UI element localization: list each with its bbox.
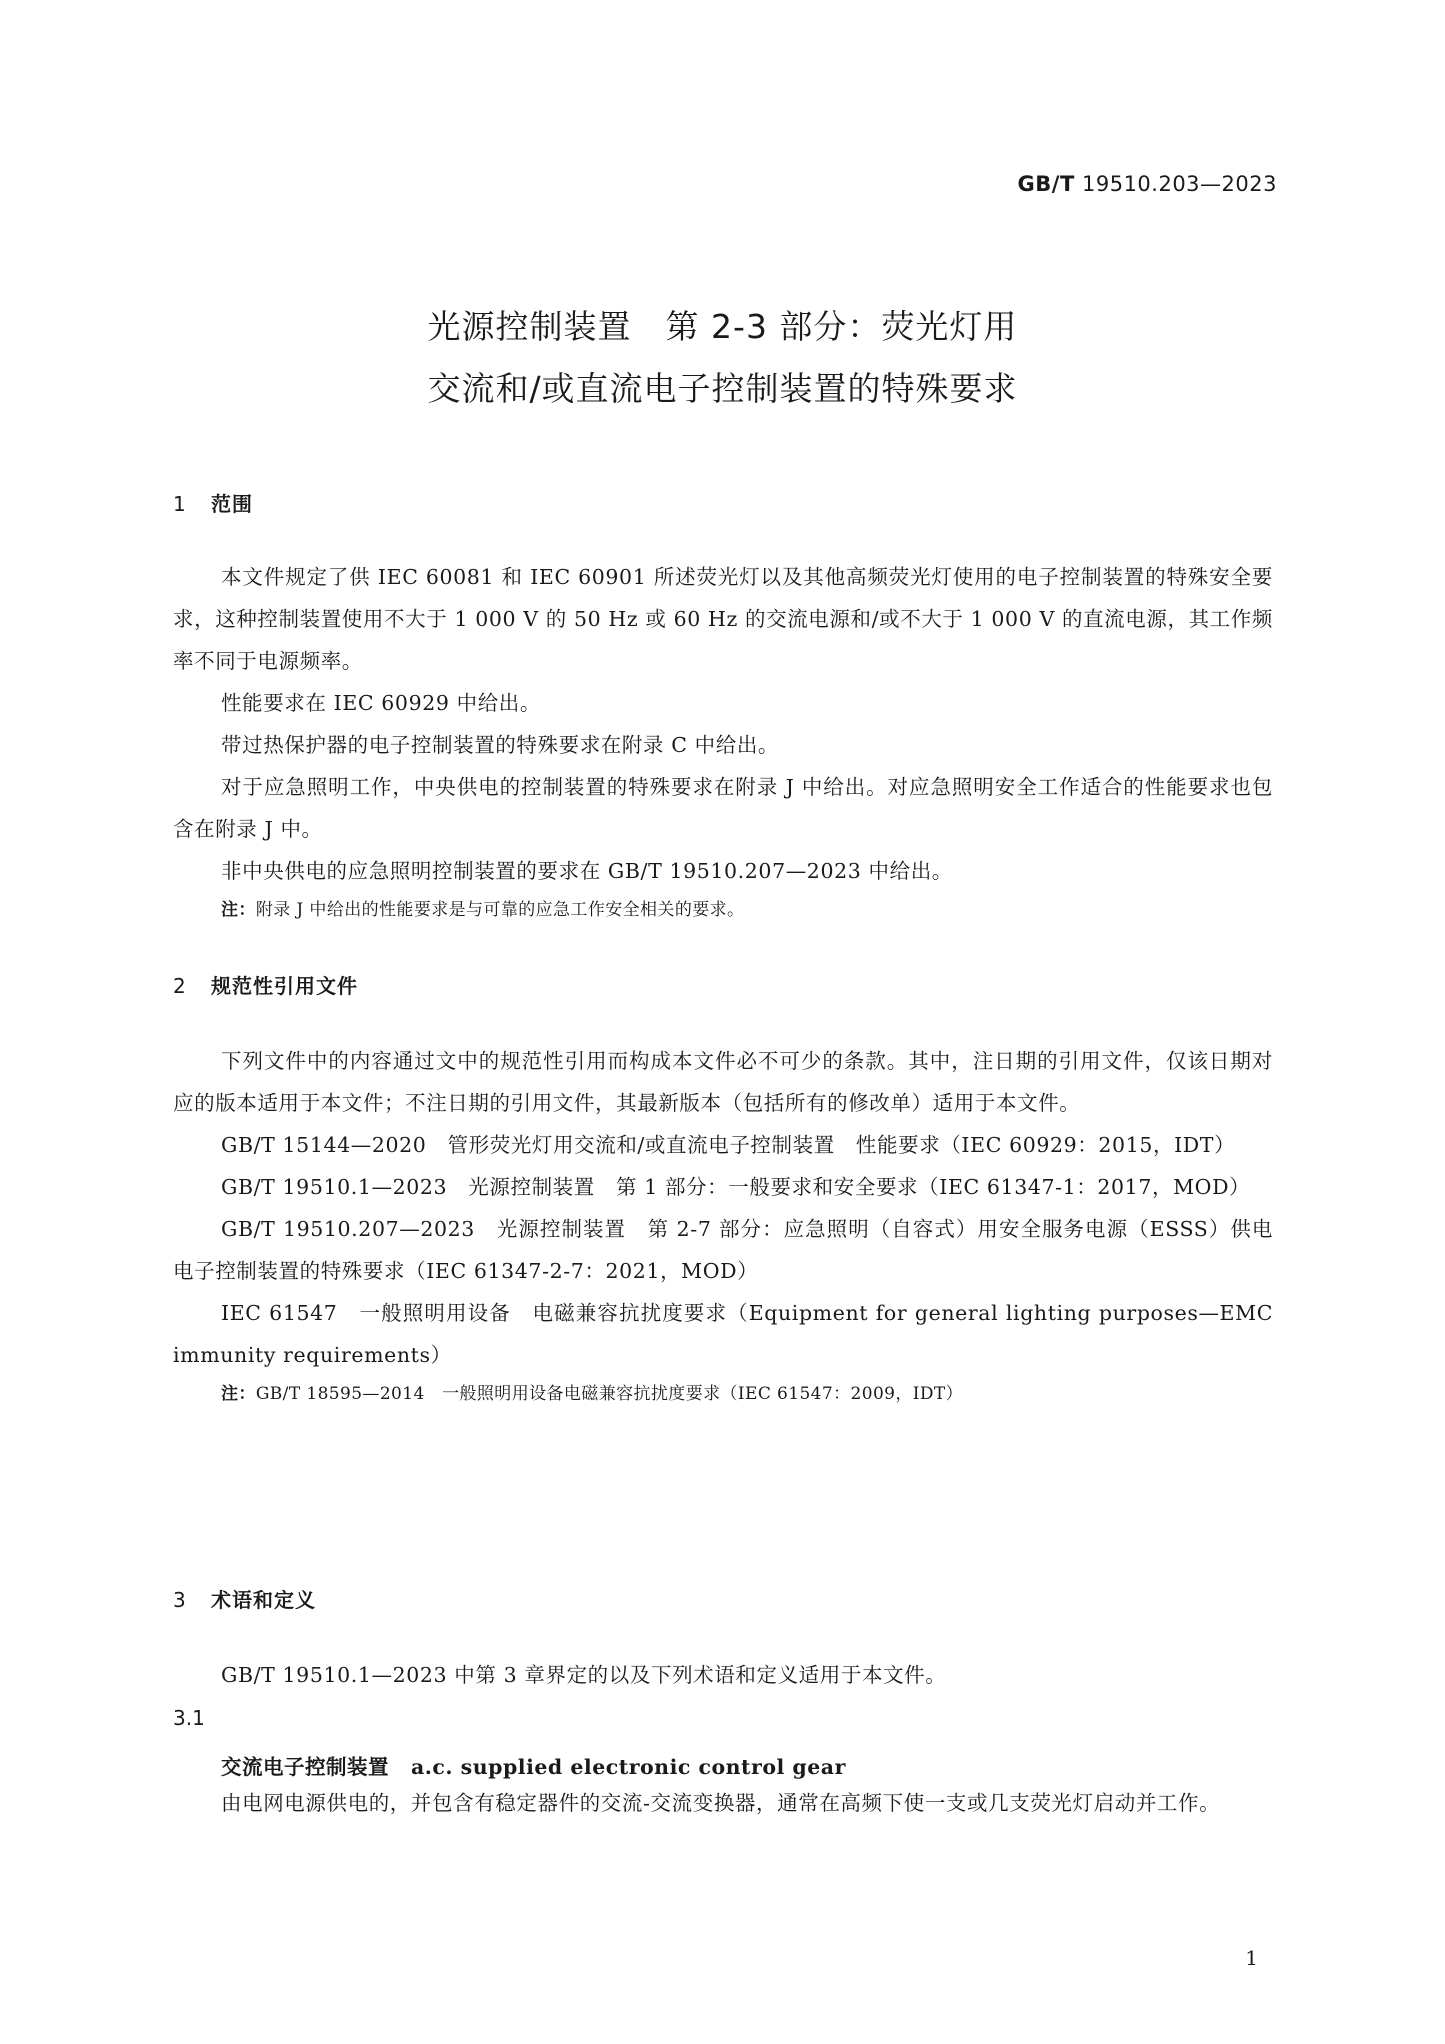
term-english: a.c. supplied electronic control gear	[411, 1755, 846, 1779]
title-line-1: 光源控制装置 第 2-3 部分：荧光灯用	[427, 307, 1018, 346]
paragraph: GB/T 19510.1—2023 中第 3 章界定的以及下列术语和定义适用于本文件。	[221, 1663, 947, 1687]
section-2-title: 规范性引用文件	[211, 974, 358, 998]
term-definition: 由电网电源供电的，并包含有稳定器件的交流-交流变换器，通常在高频下使一支或几支荧光灯启动并工作。	[221, 1791, 1221, 1815]
section-1-title: 范围	[211, 492, 253, 516]
note-label: 注：	[221, 1384, 256, 1404]
section-1-body	[173, 556, 1273, 928]
section-2-body	[173, 1040, 1273, 1412]
section-3-title: 术语和定义	[211, 1588, 316, 1612]
section-3-number: 3	[173, 1588, 187, 1612]
section-3-intro-block	[173, 1654, 1273, 1696]
term-chinese: 交流电子控制装置	[221, 1755, 389, 1779]
document-title	[0, 296, 1445, 420]
note-label: 注：	[221, 900, 256, 920]
paragraph: 下列文件中的内容通过文中的规范性引用而构成本文件必不可少的条款。其中，注日期的引用文件，仅该日期对应的版本适用于本文件；不注日期的引用文件，其最新版本（包括所有的修改单）适用于本文件。	[173, 1049, 1273, 1115]
section-1-heading	[173, 488, 253, 517]
section-1-number: 1	[173, 492, 187, 516]
paragraph: 带过热保护器的电子控制装置的特殊要求在附录 C 中给出。	[221, 733, 780, 757]
term-definition-block	[173, 1782, 1273, 1824]
section-2-number: 2	[173, 974, 187, 998]
paragraph: 本文件规定了供 IEC 60081 和 IEC 60901 所述荧光灯以及其他高频荧光灯使用的电子控制装置的特殊安全要求，这种控制装置使用不大于 1 000 V 的 50 Hz 或 60 Hz 的交流电源和/或不大于 1 000 V 的直流电源，其工作频率不同于电源频率。	[173, 565, 1273, 673]
note-text: GB/T 18595—2014 一般照明用设备电磁兼容抗扰度要求（IEC 61547：2009，IDT）	[255, 1384, 964, 1404]
note	[173, 892, 1273, 928]
paragraph: 性能要求在 IEC 60929 中给出。	[221, 691, 542, 715]
term-entry	[221, 1750, 846, 1780]
section-3-heading	[173, 1584, 316, 1613]
subclause-number: 3.1	[173, 1706, 205, 1730]
std-number: 19510.203—2023	[1081, 172, 1277, 196]
note-text: 附录 J 中给出的性能要求是与可靠的应急工作安全相关的要求。	[255, 900, 745, 920]
reference-item: IEC 61547 一般照明用设备 电磁兼容抗扰度要求（Equipment for general lighting purposes—EMC immunity requirements）	[173, 1301, 1273, 1367]
std-prefix: GB/T	[1017, 172, 1075, 196]
reference-item: GB/T 15144—2020 管形荧光灯用交流和/或直流电子控制装置 性能要求（IEC 60929：2015，IDT）	[221, 1133, 1236, 1157]
reference-item: GB/T 19510.207—2023 光源控制装置 第 2-7 部分：应急照明（自容式）用安全服务电源（ESSS）供电电子控制装置的特殊要求（IEC 61347-2-7：2021，MOD）	[173, 1217, 1273, 1283]
page-number: 1	[1245, 1946, 1258, 1970]
title-line-2: 交流和/或直流电子控制装置的特殊要求	[427, 369, 1018, 408]
paragraph: 对于应急照明工作，中央供电的控制装置的特殊要求在附录 J 中给出。对应急照明安全工作适合的性能要求也包含在附录 J 中。	[173, 775, 1273, 841]
note	[173, 1376, 1273, 1412]
reference-item: GB/T 19510.1—2023 光源控制装置 第 1 部分：一般要求和安全要求（IEC 61347-1：2017，MOD）	[221, 1175, 1251, 1199]
paragraph: 非中央供电的应急照明控制装置的要求在 GB/T 19510.207—2023 中给出。	[221, 859, 953, 883]
standard-number-header	[1018, 172, 1277, 196]
section-2-heading	[173, 970, 358, 999]
